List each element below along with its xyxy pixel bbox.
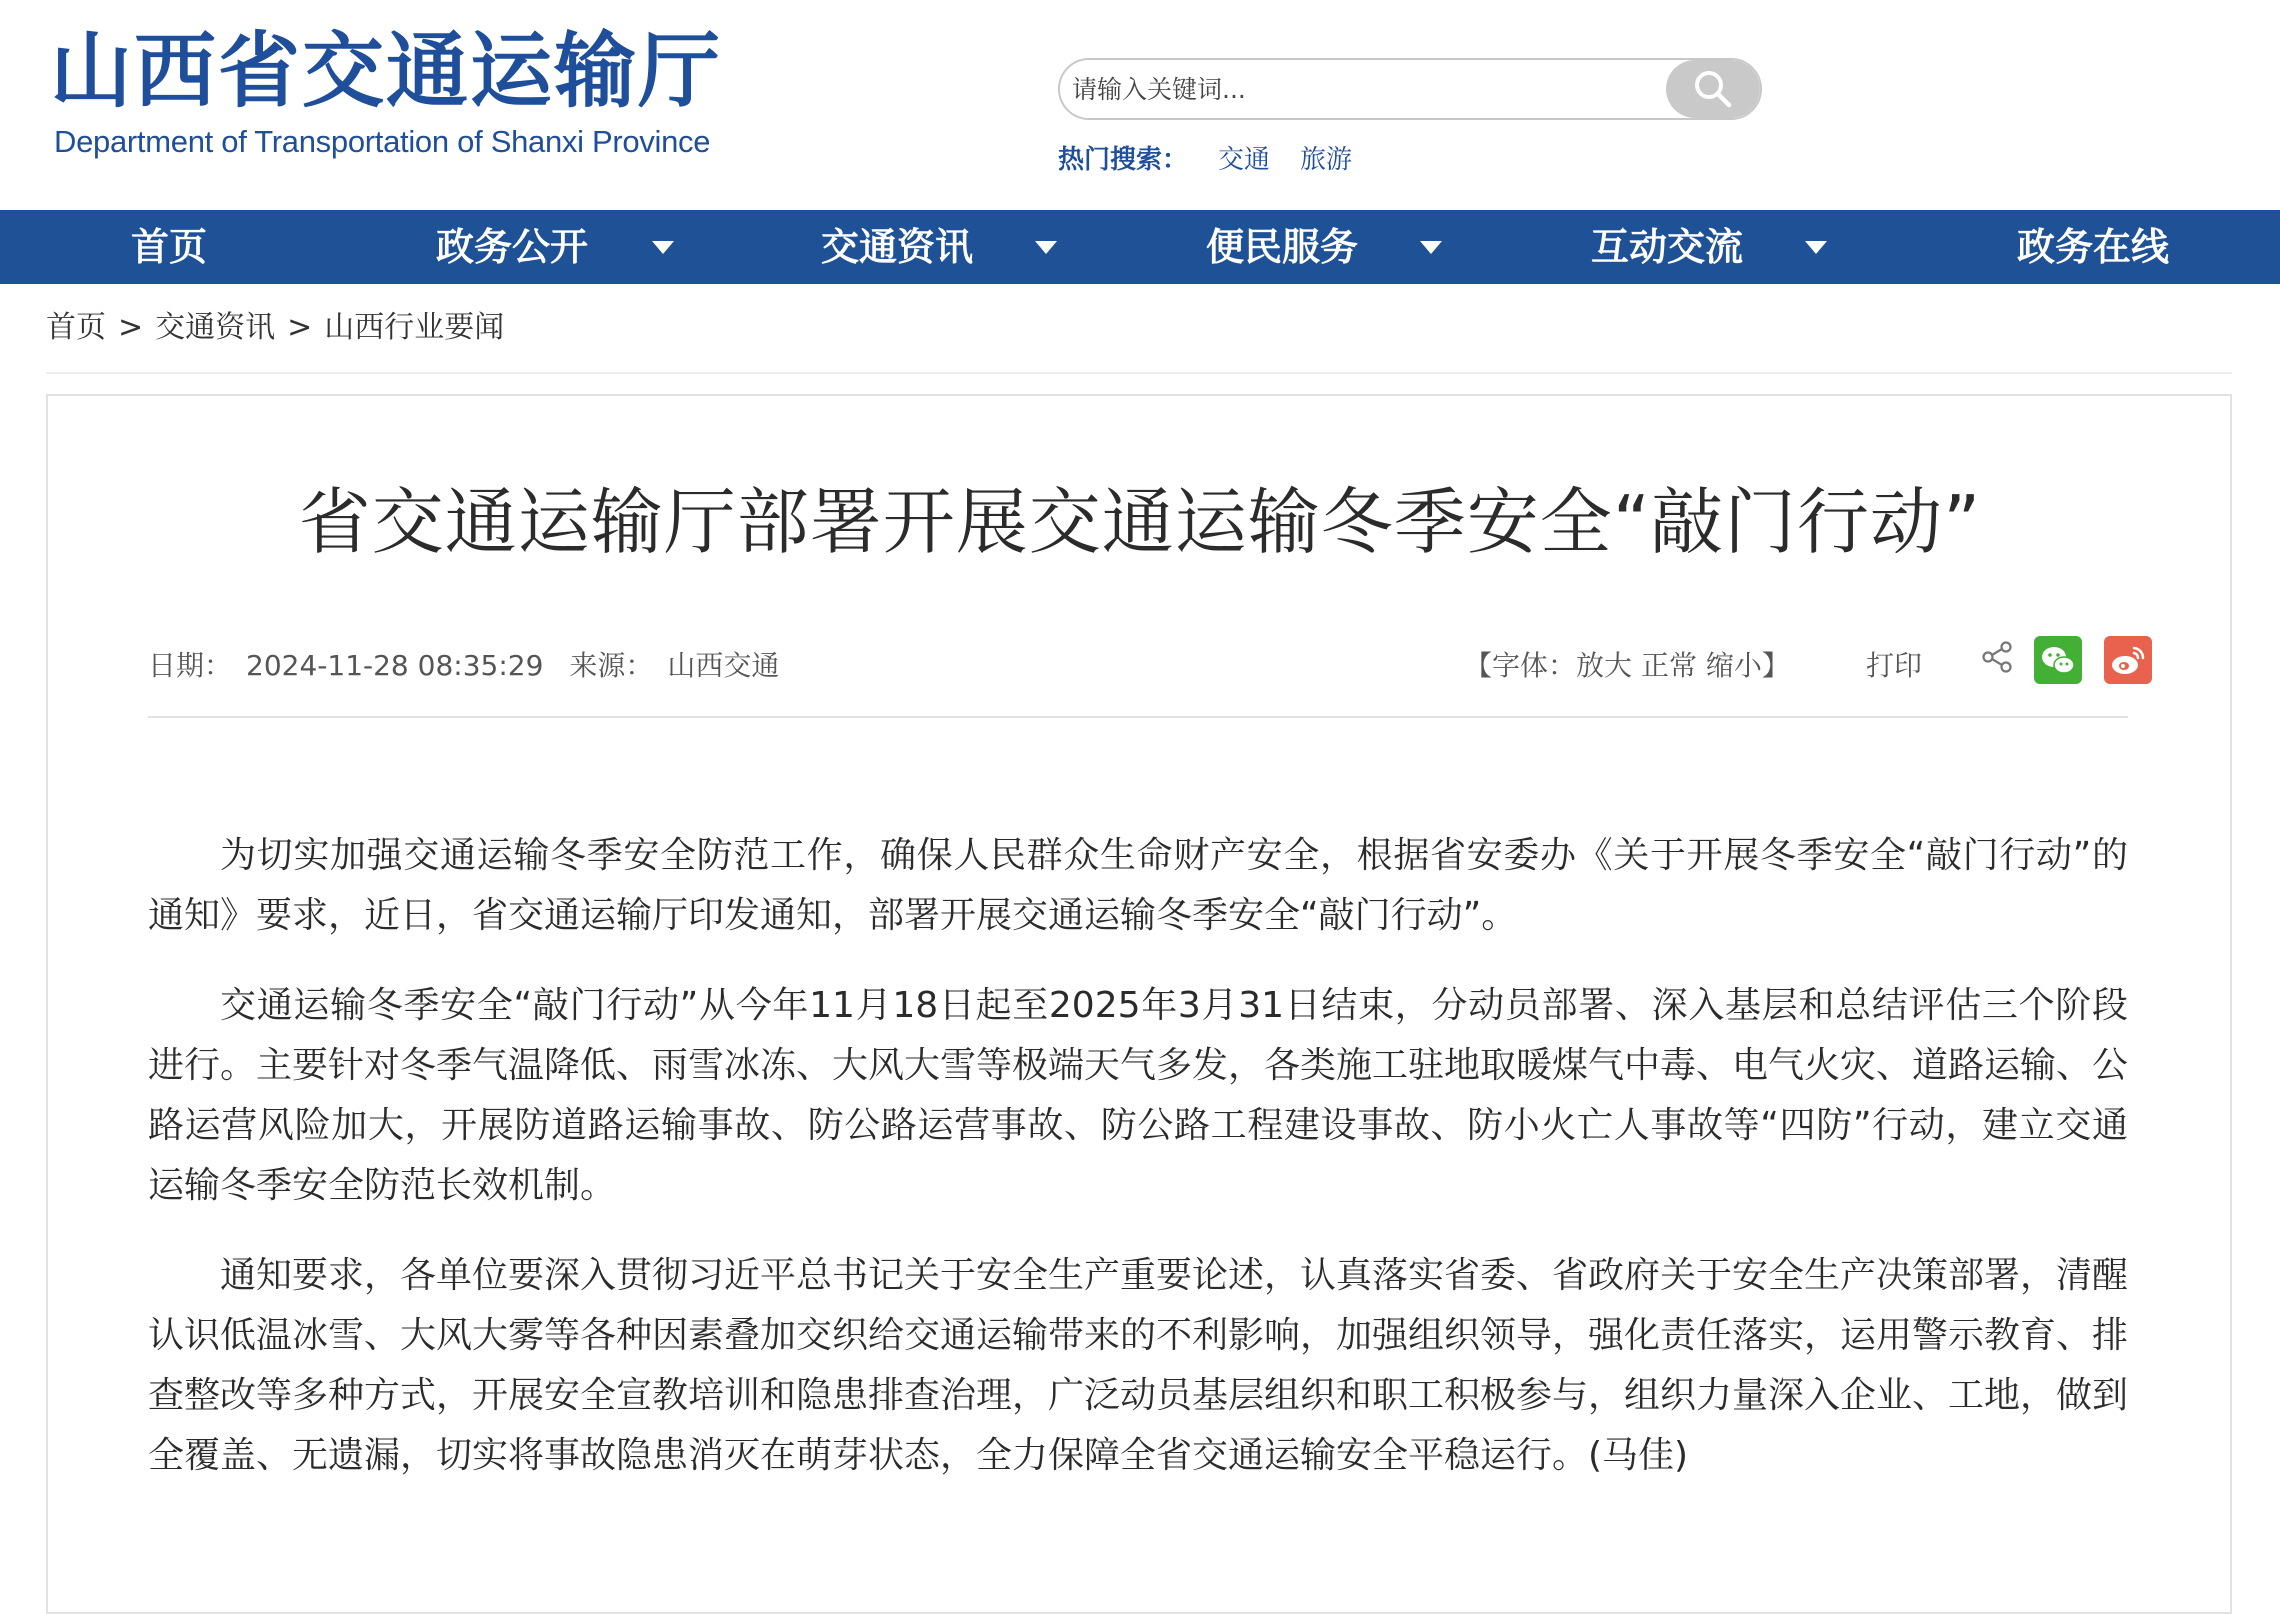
nav-item-gov-affairs[interactable] — [436, 210, 686, 284]
meta-divider — [148, 716, 2128, 718]
hot-search-link-tourism[interactable]: 旅游 — [1300, 145, 1353, 175]
article-paragraph: 交通运输冬季安全“敲门行动”从今年11月18日起至2025年3月31日结束，分动员部署、深入基层和总结评估三个阶段进行。主要针对冬季气温降低、雨雪冰冻、大风大雪等极端天气多发，各类施工驻地取暖煤气中毒、电气火灾、道路运输、公路运营风险加大，开展防道路运输事故、防公路运营事故、防公路工程建设事故、防小火亡人事故等“四防”行动，建立交通运输冬季安全防范长效机制。 — [148, 985, 2129, 1206]
article-paragraph: 为切实加强交通运输冬季安全防范工作，确保人民群众生命财产安全，根据省安委办《关于开展冬季安全“敲门行动”的通知》要求，近日，省交通运输厅印发通知，部署开展交通运输冬季安全“敲门行动”。 — [148, 835, 2128, 936]
chevron-down-icon — [652, 241, 674, 254]
hot-search-label: 热门搜索： — [1058, 145, 1189, 175]
weibo-glyph — [2104, 636, 2152, 684]
font-ctrl-open: 【字体： — [1464, 649, 1577, 682]
font-larger-button[interactable]: 放大 — [1576, 649, 1633, 682]
date-label: 日期： — [148, 649, 233, 682]
nav-item-label: 互动交流 — [1591, 225, 1744, 269]
breadcrumb-separator: > — [287, 310, 313, 345]
chevron-down-icon — [1420, 241, 1442, 254]
breadcrumb-divider — [46, 372, 2232, 374]
nav-item-public-service[interactable] — [1206, 210, 1456, 284]
breadcrumb-separator: > — [118, 310, 144, 345]
site-header — [0, 0, 2280, 210]
nav-item-traffic-news[interactable] — [821, 210, 1071, 284]
breadcrumb-shanxi-industry-news[interactable]: 山西行业要闻 — [324, 310, 505, 345]
font-smaller-button[interactable]: 缩小 — [1705, 649, 1762, 682]
logo-english-subtitle: Department of Transportation of Shanxi Province — [54, 124, 711, 159]
search-box — [1058, 58, 1762, 120]
article-paragraph: 通知要求，各单位要深入贯彻习近平总书记关于安全生产重要论述，认真落实省委、省政府关于安全生产决策部署，清醒认识低温冰雪、大风大雾等各种因素叠加交织给交通运输带来的不利影响，加强组织领导，强化责任落实，运用警示教育、排查整改等多种方式，开展安全宣教培训和隐患排查治理，广泛动员基层组织和职工积极参与，组织力量深入企业、工地，做到全覆盖、无遗漏，切实将事故隐患消灭在萌芽状态，全力保障全省交通运输安全平稳运行。(马佳) — [148, 1255, 2129, 1476]
breadcrumb-traffic-news[interactable]: 交通资讯 — [155, 310, 276, 345]
nav-item-home[interactable] — [131, 210, 207, 284]
weibo-icon[interactable] — [2104, 636, 2152, 684]
breadcrumb-home[interactable]: 首页 — [46, 310, 106, 345]
search-icon — [1692, 68, 1734, 110]
font-size-control — [1464, 646, 1790, 686]
nav-item-label: 交通资讯 — [821, 225, 974, 269]
chevron-down-icon — [1805, 241, 1827, 254]
main-nav — [0, 210, 2280, 284]
search-button[interactable] — [1666, 60, 1760, 118]
breadcrumb — [46, 304, 504, 352]
wechat-glyph — [2034, 636, 2082, 684]
nav-item-label: 政务公开 — [436, 225, 589, 269]
nav-item-interaction[interactable] — [1591, 210, 1841, 284]
nav-item-label: 政务在线 — [2017, 225, 2170, 269]
article-title: 省交通运输厅部署开展交通运输冬季安全“敲门行动” — [298, 480, 1982, 564]
font-normal-button[interactable]: 正常 — [1640, 649, 1697, 682]
wechat-icon[interactable] — [2034, 636, 2082, 684]
source-label: 来源： — [569, 649, 654, 682]
publish-date: 2024-11-28 08:35:29 — [246, 649, 544, 682]
nav-item-label: 首页 — [131, 225, 208, 269]
site-logo[interactable] — [50, 22, 750, 172]
chevron-down-icon — [1035, 241, 1057, 254]
nav-item-label: 便民服务 — [1206, 225, 1359, 269]
search-input[interactable] — [1060, 60, 1660, 118]
font-ctrl-close: 】 — [1761, 649, 1790, 682]
hot-search — [1058, 142, 1352, 178]
article-meta — [148, 646, 779, 686]
article-body — [148, 826, 2128, 1516]
share-icon[interactable] — [1980, 640, 2014, 674]
logo-chinese-title: 山西省交通运输厅 — [50, 24, 723, 119]
hot-search-link-traffic[interactable]: 交通 — [1218, 145, 1271, 175]
nav-item-gov-online[interactable] — [2017, 210, 2169, 284]
article-source: 山西交通 — [667, 649, 780, 682]
print-button[interactable]: 打印 — [1866, 649, 1923, 682]
